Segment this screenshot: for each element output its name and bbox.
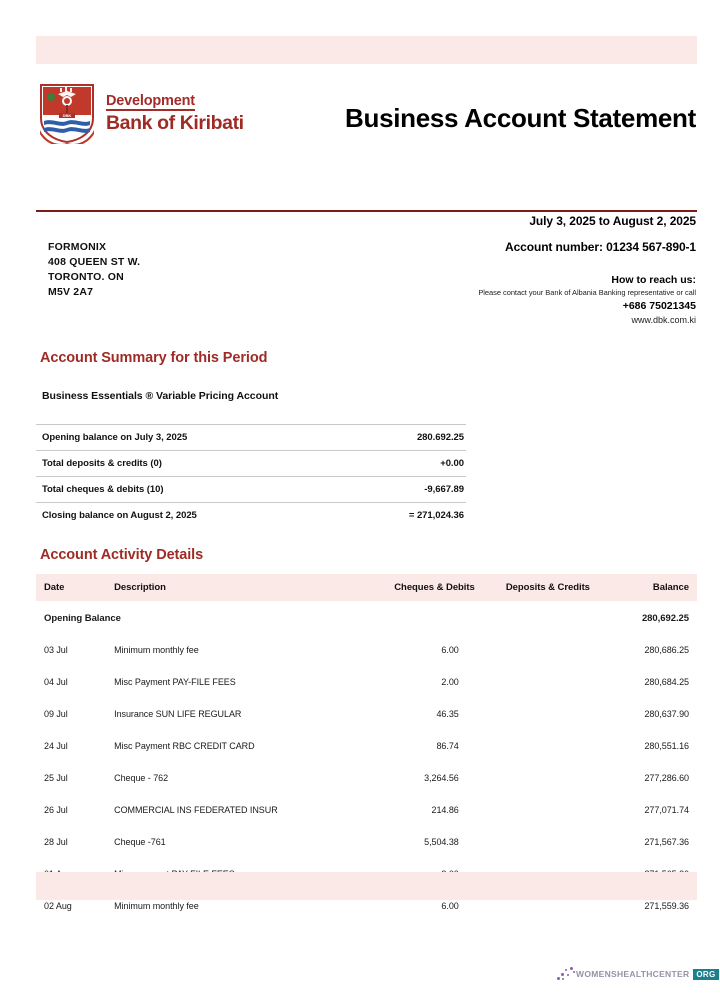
bank-name-line1: Development <box>106 94 195 112</box>
row-credit <box>475 794 590 826</box>
row-credit <box>475 666 590 698</box>
page-title: Business Account Statement <box>345 103 696 133</box>
row-description: Cheque - 762 <box>114 773 169 783</box>
watermark <box>556 966 719 982</box>
row-date: 28 Jul <box>44 837 68 847</box>
row-balance: 280,551.16 <box>644 741 689 751</box>
summary-row-value: 280.692.25 <box>353 425 466 451</box>
row-date: 03 Jul <box>44 645 68 655</box>
statement-meta-block <box>266 214 696 325</box>
account-activity-heading: Account Activity Details <box>40 547 204 563</box>
row-date: 09 Jul <box>44 709 68 719</box>
watermark-badge: ORG <box>693 969 718 980</box>
customer-address-line3: M5V 2A7 <box>48 285 94 298</box>
row-date: 25 Jul <box>44 773 68 783</box>
row-credit <box>475 634 590 666</box>
account-summary-heading: Account Summary for this Period <box>40 350 268 366</box>
contact-instructions: Please contact your Bank of Albania Banking representative or call <box>478 288 696 297</box>
opening-balance-label: Opening Balance <box>44 613 121 624</box>
row-debit: 86.74 <box>436 741 459 751</box>
opening-balance-credit <box>475 601 590 634</box>
row-credit <box>475 698 590 730</box>
column-header-description: Description <box>114 574 357 601</box>
table-header-row <box>36 574 697 601</box>
contact-website[interactable]: www.dbk.com.ki <box>631 315 696 325</box>
summary-row-value: = 271,024.36 <box>353 503 466 529</box>
row-balance: 280,684.25 <box>644 677 689 687</box>
summary-row-label: Closing balance on August 2, 2025 <box>36 503 353 529</box>
summary-row-label: Total deposits & credits (0) <box>36 451 353 477</box>
table-row <box>36 730 697 762</box>
svg-text:DBK: DBK <box>62 113 72 119</box>
opening-balance-row <box>36 601 697 634</box>
row-debit: 2.00 <box>441 677 459 687</box>
account-type-label: Business Essentials ® Variable Pricing Account <box>42 390 279 402</box>
table-row <box>36 634 697 666</box>
kiribati-coat-of-arms-icon <box>38 82 96 144</box>
account-activity-table <box>36 574 697 922</box>
customer-address-line2: TORONTO. ON <box>48 270 124 283</box>
summary-row <box>36 425 466 451</box>
opening-balance-debit <box>357 601 474 634</box>
column-header-credits: Deposits & Credits <box>475 574 590 601</box>
row-balance: 280,686.25 <box>644 645 689 655</box>
column-header-balance: Balance <box>590 574 697 601</box>
row-description: COMMERCIAL INS FEDERATED INSUR <box>114 805 278 815</box>
table-row <box>36 826 697 858</box>
summary-row-value: +0.00 <box>353 451 466 477</box>
top-accent-band <box>36 36 697 64</box>
summary-row <box>36 503 466 529</box>
header-divider <box>36 210 697 212</box>
row-credit <box>475 730 590 762</box>
row-description: Cheque -761 <box>114 837 166 847</box>
opening-balance-value: 280,692.25 <box>641 613 689 624</box>
row-date: 24 Jul <box>44 741 68 751</box>
customer-name: FORMONIX <box>48 241 107 253</box>
row-debit: 5,504.38 <box>424 837 459 847</box>
watermark-text: WOMENSHEALTHCENTER <box>576 969 690 979</box>
statement-period: July 3, 2025 to August 2, 2025 <box>529 214 696 228</box>
summary-row-label: Total cheques & debits (10) <box>36 477 353 503</box>
row-debit: 46.35 <box>436 709 459 719</box>
row-date: 02 Aug <box>44 901 72 911</box>
row-description: Misc Payment PAY-FILE FEES <box>114 677 236 687</box>
row-debit: 214.86 <box>431 805 459 815</box>
row-date: 26 Jul <box>44 805 68 815</box>
customer-address-line1: 408 QUEEN ST W. <box>48 255 141 268</box>
table-row <box>36 762 697 794</box>
column-header-date: Date <box>36 574 114 601</box>
account-summary-table <box>36 424 466 528</box>
bottom-accent-band <box>36 872 697 900</box>
row-credit <box>475 762 590 794</box>
column-header-debits: Cheques & Debits <box>357 574 474 601</box>
sparkle-dots-icon <box>556 967 578 981</box>
account-number: Account number: 01234 567-890-1 <box>505 240 696 254</box>
table-row <box>36 666 697 698</box>
row-credit <box>475 826 590 858</box>
row-balance: 280,637.90 <box>644 709 689 719</box>
row-balance: 271,559.36 <box>644 901 689 911</box>
row-balance: 271,567.36 <box>644 837 689 847</box>
summary-row-value: -9,667.89 <box>353 477 466 503</box>
row-debit: 3,264.56 <box>424 773 459 783</box>
row-balance: 277,286.60 <box>644 773 689 783</box>
row-date: 04 Jul <box>44 677 68 687</box>
customer-address-block <box>48 240 140 300</box>
bank-name-line2: Bank of Kiribati <box>106 112 244 134</box>
table-row <box>36 794 697 826</box>
row-balance: 277,071.74 <box>644 805 689 815</box>
row-description: Misc Payment RBC CREDIT CARD <box>114 741 255 751</box>
row-description: Insurance SUN LIFE REGULAR <box>114 709 242 719</box>
table-row <box>36 698 697 730</box>
row-description: Minimum monthly fee <box>114 901 199 911</box>
contact-phone[interactable]: +686 75021345 <box>622 300 696 312</box>
how-to-reach-us-heading: How to reach us: <box>611 274 696 286</box>
row-description: Minimum monthly fee <box>114 645 199 655</box>
row-debit: 6.00 <box>441 901 459 911</box>
summary-row-label: Opening balance on July 3, 2025 <box>36 425 353 451</box>
row-debit: 6.00 <box>441 645 459 655</box>
bank-logo <box>38 82 244 144</box>
summary-row <box>36 451 466 477</box>
summary-row <box>36 477 466 503</box>
